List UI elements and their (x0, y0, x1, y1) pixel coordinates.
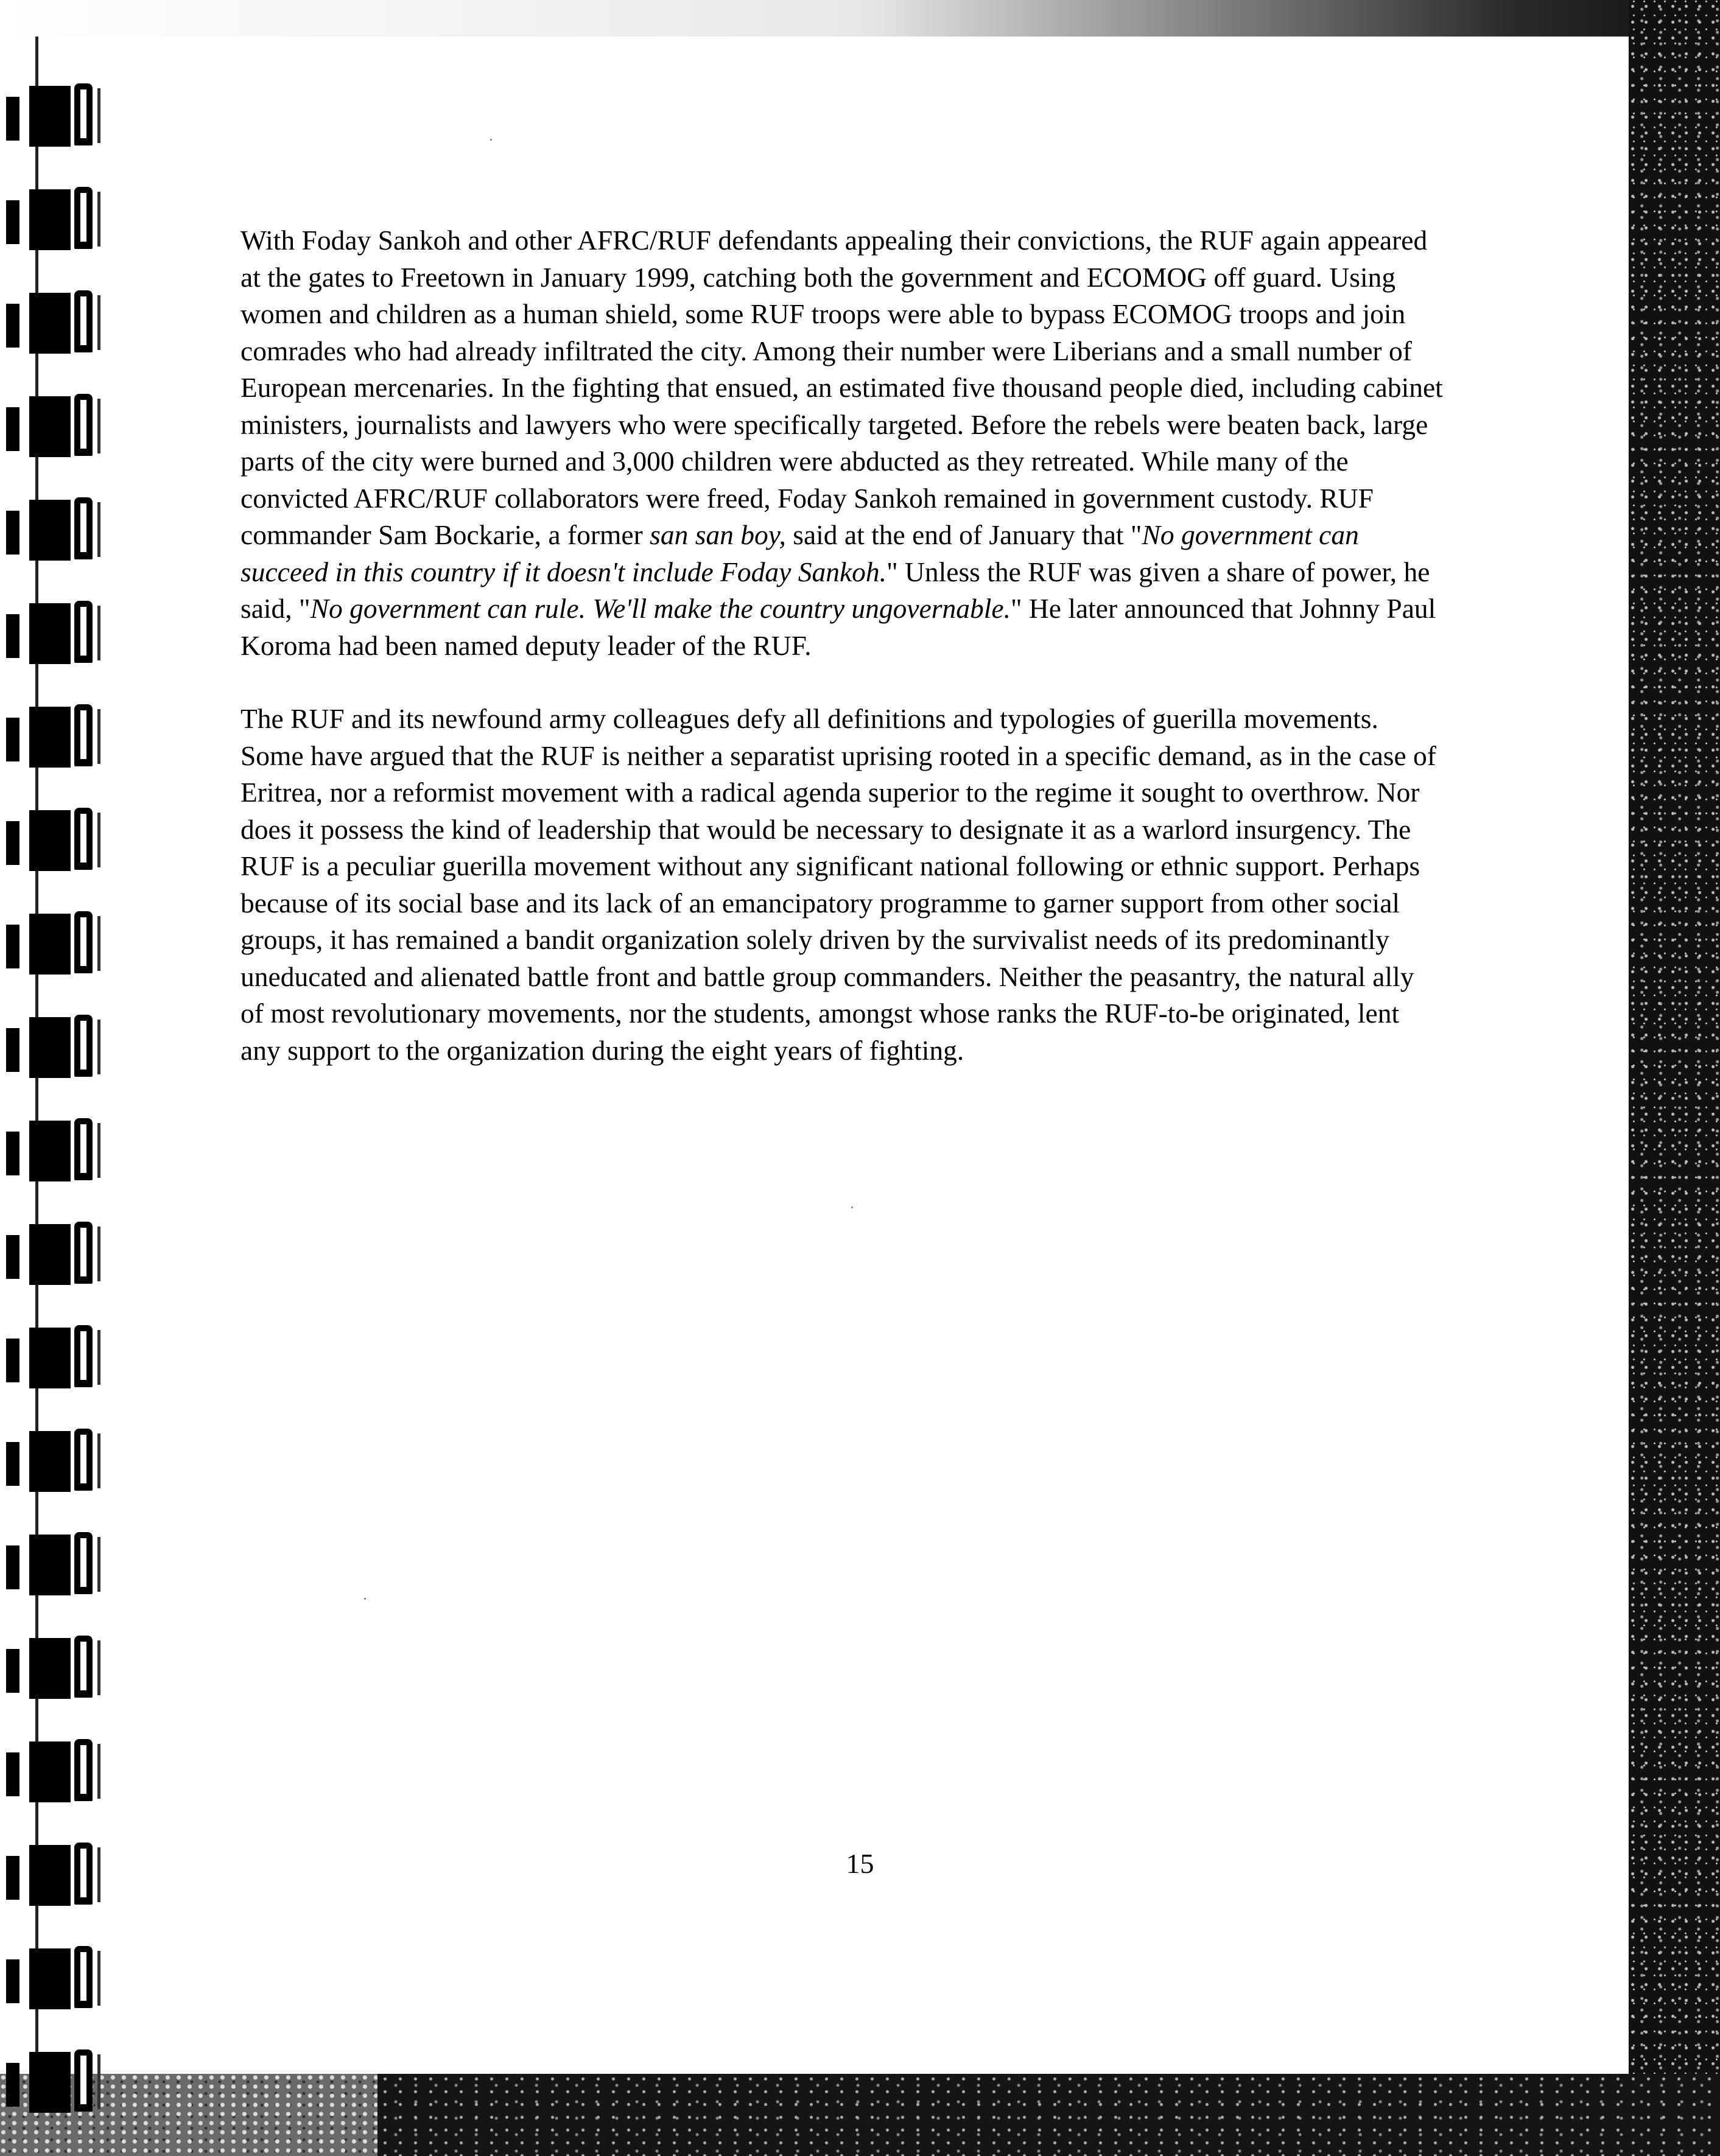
binding-ring-part (74, 290, 93, 352)
binding-ring-part (97, 399, 100, 453)
binding-ring-part (97, 709, 100, 764)
binding-ring-part (74, 83, 93, 145)
binding-ring (6, 1427, 110, 1493)
binding-ring-part (97, 1227, 100, 1281)
binding-ring-part (6, 821, 19, 865)
binding-ring-part (74, 704, 93, 766)
scan-border-right (1629, 0, 1720, 2156)
binding-ring-part (97, 1433, 100, 1488)
binding-ring-part (97, 813, 100, 867)
binding-ring-part (29, 1224, 71, 1285)
binding-ring-part (6, 1132, 19, 1175)
binding-ring-part (6, 1339, 19, 1382)
binding-ring-part (29, 500, 71, 561)
binding-ring-part (29, 189, 71, 250)
binding-ring-part (74, 394, 93, 456)
binding-ring-part (6, 925, 19, 968)
binding-ring-part (29, 1741, 71, 1802)
binding-ring-part (6, 97, 19, 141)
paragraph (240, 222, 1443, 664)
binding-ring-part (29, 396, 71, 457)
binding-ring-part (29, 810, 71, 871)
binding-ring-part (29, 2052, 71, 2113)
binding-ring-part (29, 1328, 71, 1388)
binding-ring (6, 1117, 110, 1183)
binding-ring-part (29, 603, 71, 664)
binding-ring-part (74, 1015, 93, 1077)
binding-ring-part (6, 614, 19, 658)
binding-ring (6, 1945, 110, 2011)
binding-ring-part (6, 718, 19, 761)
text-run: " Unless the RUF was given a share of power, he said, " (240, 556, 1430, 624)
binding-ring-part (74, 1532, 93, 1594)
binding-ring (6, 1324, 110, 1390)
binding-ring (6, 1013, 110, 1079)
binding-ring-part (74, 911, 93, 973)
binding-ring (6, 82, 110, 148)
binding-ring-part (6, 1752, 19, 1796)
binding-ring-part (97, 1123, 100, 1178)
binding-ring-part (74, 1222, 93, 1284)
binding-ring (6, 1738, 110, 1804)
text-run: The RUF and its newfound army colleagues defy all definitions and typologies of guerilla movements. Some have argued that the RUF is neither a separatist uprising rooted in a specific demand, as in the case of Eritrea, nor a reformist movement with a radical agenda superior to the regime it sought to overthrow. Nor does it possess the kind of leadership that would be necessary to designate it as a warlord insurgency. The RUF is a peculiar guerilla movement without any significant national following or ethnic support. Perhaps because of its social base and its lack of an emancipatory programme to garner support from other social groups, it has remained a bandit organization solely driven by the survivalist needs of its predominantly uneducated and alienated battle front and battle group commanders. Neither the peasantry, the natural ally of most revolutionary movements, nor the students, amongst whose ranks the RUF-to-be originated, lent any support to the organization during the eight years of fighting. (240, 703, 1436, 1066)
spiral-binding (0, 0, 122, 2156)
binding-ring-part (74, 1429, 93, 1491)
text-run: said at the end of January that " (785, 519, 1142, 550)
binding-ring-part (74, 497, 93, 559)
binding-ring-part (74, 187, 93, 249)
binding-ring-part (97, 1537, 100, 1592)
binding-ring-part (97, 1744, 100, 1799)
binding-ring (6, 910, 110, 976)
binding-ring-part (6, 1442, 19, 1486)
speck (851, 1206, 853, 1208)
binding-ring-part (97, 916, 100, 971)
binding-ring-part (29, 86, 71, 147)
binding-ring-part (29, 1638, 71, 1699)
binding-ring-part (74, 1325, 93, 1387)
binding-ring-part (6, 1545, 19, 1589)
binding-ring (6, 2048, 110, 2114)
binding-ring (6, 807, 110, 872)
binding-ring-part (6, 1028, 19, 1072)
binding-ring-part (74, 808, 93, 870)
binding-ring (6, 600, 110, 665)
binding-ring-part (97, 295, 100, 350)
binding-ring-part (97, 1640, 100, 1695)
binding-ring-part (29, 1121, 71, 1181)
binding-ring (6, 393, 110, 458)
binding-ring (6, 1634, 110, 1700)
binding-ring-part (6, 1235, 19, 1279)
binding-ring-part (74, 601, 93, 663)
binding-ring-part (97, 1951, 100, 2006)
binding-ring-part (97, 2054, 100, 2109)
binding-ring-part (74, 1739, 93, 1801)
binding-ring-part (29, 707, 71, 768)
binding-ring-part (74, 1946, 93, 2008)
speck (490, 139, 492, 141)
binding-ring-part (29, 293, 71, 354)
binding-ring-part (97, 1020, 100, 1074)
binding-ring-part (6, 511, 19, 555)
document-body (240, 222, 1443, 1105)
italic-run: No government can rule. We'll make the country ungovernable. (310, 593, 1011, 624)
binding-ring-part (6, 2063, 19, 2107)
binding-ring (6, 1531, 110, 1597)
page-number: 15 (846, 1848, 874, 1879)
binding-ring (6, 496, 110, 562)
binding-ring-part (97, 88, 100, 143)
italic-run: No government can succeed in this country if it doesn't include Foday Sankoh. (240, 519, 1359, 587)
binding-ring-part (29, 914, 71, 975)
text-run: " He later announced that Johnny Paul Koroma had been named deputy leader of the RUF. (240, 593, 1436, 661)
binding-ring (6, 186, 110, 251)
binding-ring-part (6, 200, 19, 244)
binding-ring-part (6, 1959, 19, 2003)
binding-ring-part (29, 1948, 71, 2009)
paragraph (240, 701, 1443, 1069)
binding-ring-part (74, 2049, 93, 2112)
binding-ring-part (6, 407, 19, 451)
binding-ring-part (97, 606, 100, 660)
binding-ring-part (97, 192, 100, 247)
binding-ring-part (74, 1636, 93, 1698)
binding-ring-part (6, 1649, 19, 1693)
scan-border-top (0, 0, 1720, 37)
binding-ring (6, 1220, 110, 1286)
speck (364, 1598, 366, 1600)
binding-ring-part (29, 1431, 71, 1492)
binding-ring-part (29, 1535, 71, 1595)
text-run: With Foday Sankoh and other AFRC/RUF defendants appealing their convictions, the RUF again appeared at the gates to Freetown in January 1999, catching both the government and ECOMOG off guard. Using women and children as a human shield, some RUF troops were able to bypass ECOMOG troops and join comrades who had already infiltrated the city. Among their number were Liberians and a small number of European mercenaries. In the fighting that ensued, an estimated five thousand people died, including cabinet ministers, journalists and lawyers who were specifically targeted. Before the rebels were beaten back, large parts of the city were burned and 3,000 children were abducted as they retreated. While many of the convicted AFRC/RUF collaborators were freed, Foday Sankoh remained in government custody. RUF commander Sam Bockarie, a former (240, 225, 1443, 550)
binding-ring-part (29, 1017, 71, 1078)
binding-ring (6, 289, 110, 355)
binding-ring (6, 703, 110, 769)
binding-ring-part (6, 304, 19, 348)
binding-ring-part (97, 1330, 100, 1385)
binding-ring-part (97, 502, 100, 557)
italic-run: san san boy, (650, 519, 786, 550)
binding-ring-part (74, 1118, 93, 1180)
